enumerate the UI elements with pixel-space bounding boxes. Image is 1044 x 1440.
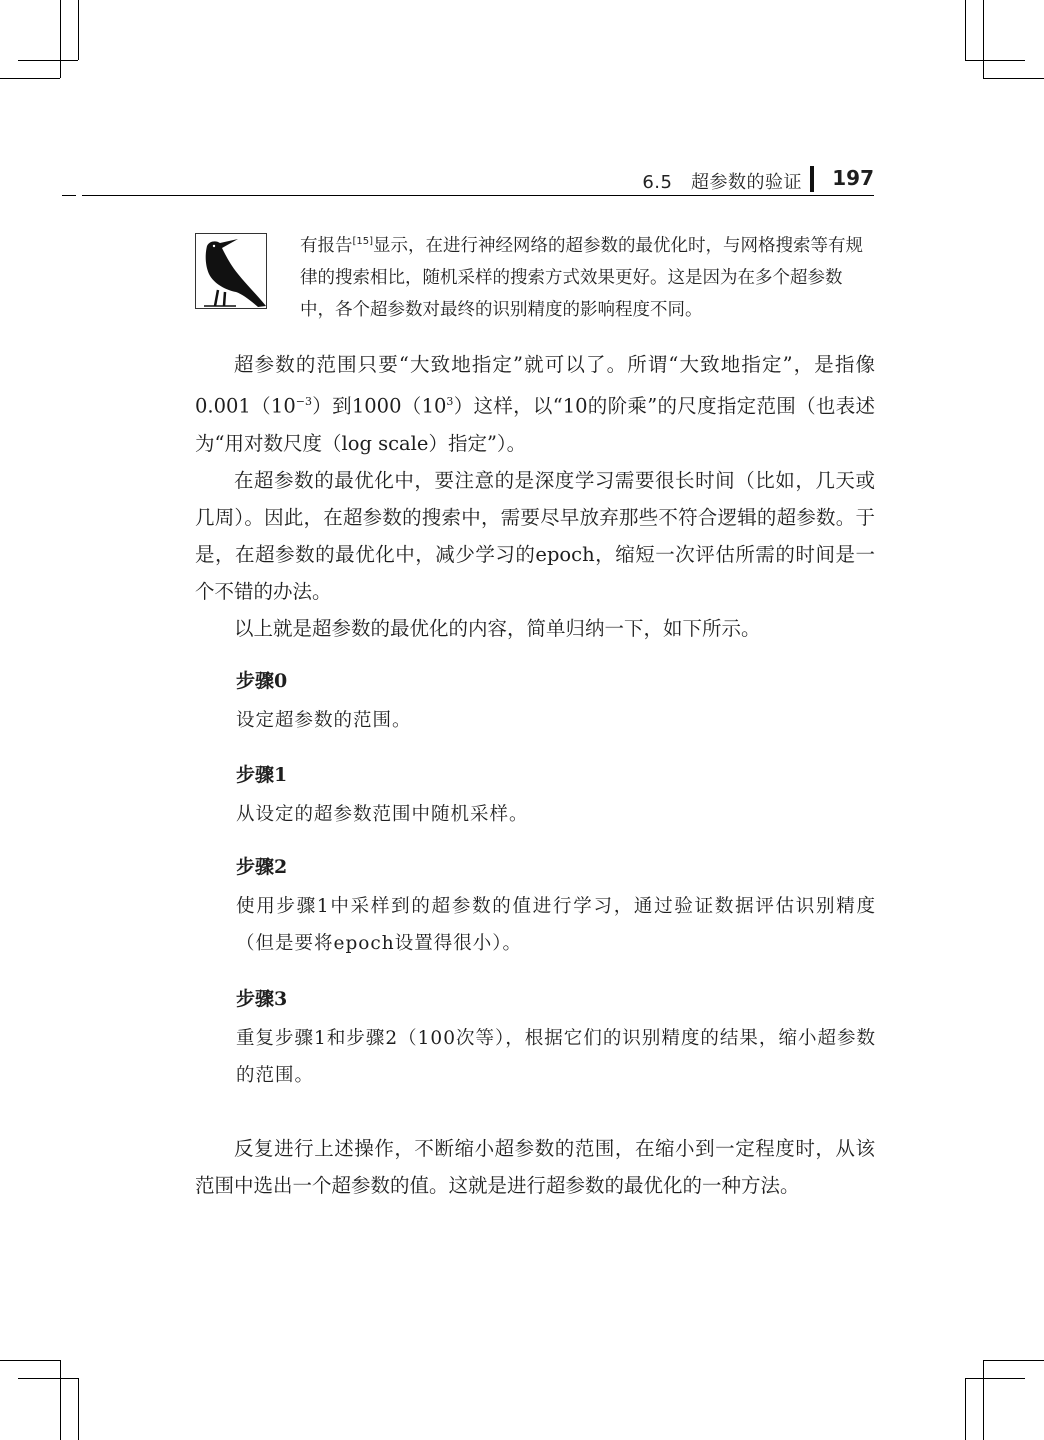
running-header (62, 160, 874, 196)
header-divider (810, 166, 814, 192)
step-text: 设定超参数的范围。 (236, 710, 412, 731)
step-title: 步骤0 (236, 670, 288, 692)
paragraph: 反复进行上述操作，不断缩小超参数的范围，在缩小到一定程度时，从该范围中选出一个超参数的值。这就是进行超参数的最优化的一种方法。 (195, 1137, 875, 1197)
bird-note-icon (195, 233, 267, 309)
closing-text (195, 1130, 875, 1204)
page-number: 197 (832, 166, 874, 190)
step-text: 使用步骤1中采样到的超参数的值进行学习，通过验证数据评估识别精度（但是要将epoch设置得很小）。 (236, 896, 876, 954)
step-text: 从设定的超参数范围中随机采样。 (236, 804, 529, 825)
step-2 (236, 854, 876, 962)
body-text (195, 346, 875, 647)
paragraph: 以上就是超参数的最优化的内容，简单归纳一下，如下所示。 (234, 616, 761, 640)
step-text: 重复步骤1和步骤2（100次等），根据它们的识别精度的结果，缩小超参数的范围。 (236, 1028, 876, 1086)
note-text: 有报告[15]显示，在进行神经网络的超参数的最优化时，与网格搜索等有规律的搜索相比，随机采样的搜索方式效果更好。这是因为在多个超参数中，各个超参数对最终的识别精度的影响程度不同。 (300, 235, 864, 320)
header-rule (62, 195, 874, 196)
step-0 (236, 668, 876, 739)
step-title: 步骤1 (236, 764, 288, 786)
reference-marker: [15] (352, 236, 374, 247)
step-1 (236, 762, 876, 833)
step-title: 步骤3 (236, 988, 288, 1010)
step-3 (236, 986, 876, 1094)
paragraph: 在超参数的最优化中，要注意的是深度学习需要很长时间（比如，几天或几周）。因此，在超参数的搜索中，需要尽早放弃那些不符合逻辑的超参数。于是，在超参数的最优化中，减少学习的epoch，缩短一次评估所需的时间是一个不错的办法。 (195, 468, 875, 603)
paragraph: 超参数的范围只要“大致地指定”就可以了。所谓“大致地指定”，是指像$0.001(10^{-3})$到$1000(10^3)$这样，以“10的阶乘”的尺度指定范围（也表述为“用对数尺度（log scale）指定”）。 (195, 353, 875, 455)
header-section-title: 6.5 超参数的验证 (642, 172, 802, 193)
step-title: 步骤2 (236, 856, 288, 878)
